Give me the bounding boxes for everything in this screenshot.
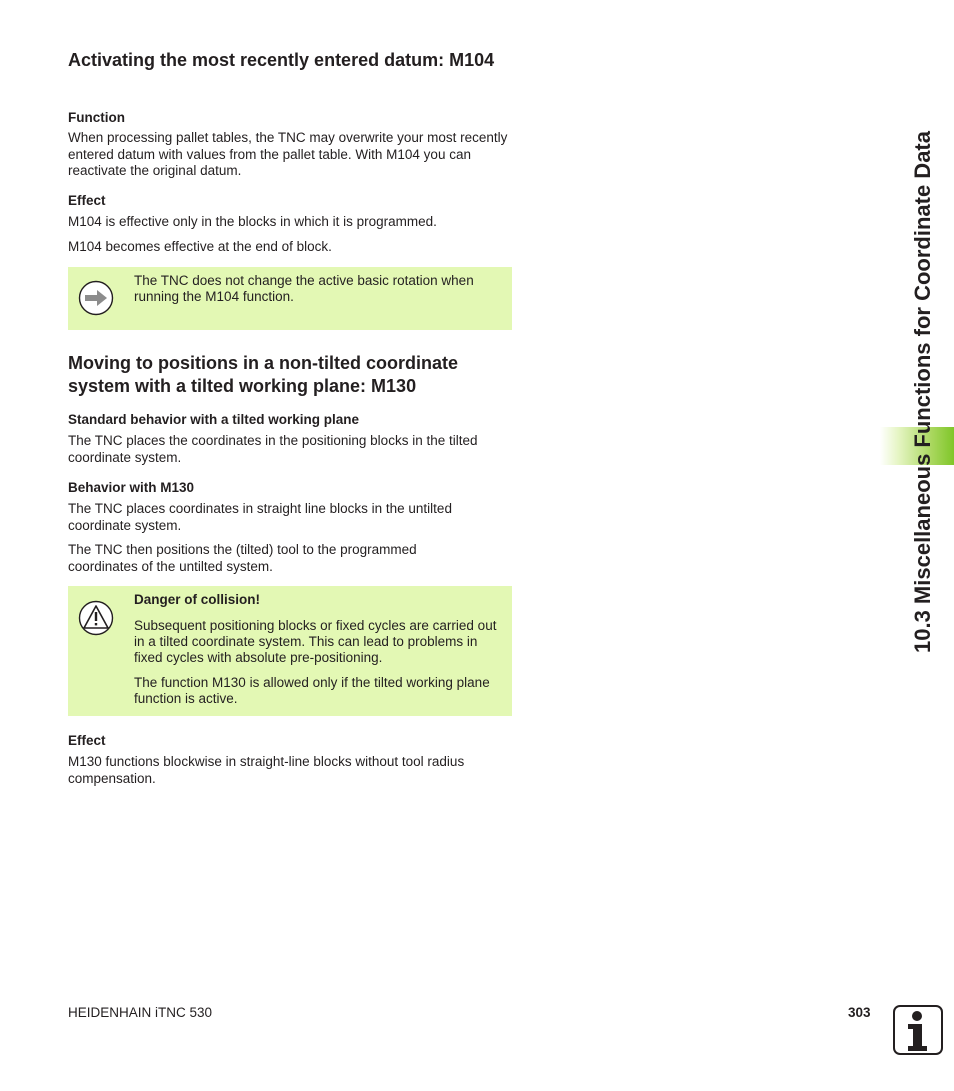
standard-heading: Standard behavior with a tilted working plane xyxy=(68,412,360,427)
effect-text-2: M104 becomes effective at the end of block. xyxy=(68,239,332,254)
warning-box xyxy=(68,586,512,716)
info-icon xyxy=(892,1004,944,1056)
effect-text-m130: M130 functions blockwise in straight-line blocks without tool radius compensation. xyxy=(68,754,465,786)
behavior-heading: Behavior with M130 xyxy=(68,480,195,495)
effect-heading-m130: Effect xyxy=(68,733,106,748)
side-tab-title: 10.3 Miscellaneous Functions for Coordinate Data xyxy=(910,131,935,653)
effect-text-1: M104 is effective only in the blocks in which it is programmed. xyxy=(68,214,437,229)
behavior-text-2: The TNC then positions the (tilted) tool to the programmed coordinates of the untilted system. xyxy=(68,542,417,574)
behavior-text-1: The TNC places coordinates in straight line blocks in the untilted coordinate system. xyxy=(68,501,452,533)
note-box xyxy=(68,267,512,330)
note-text: The TNC does not change the active basic rotation when running the M104 function. xyxy=(134,273,474,304)
warning-triangle-icon xyxy=(78,600,114,636)
arrow-right-icon xyxy=(78,280,114,316)
standard-text: The TNC places the coordinates in the positioning blocks in the tilted coordinate system. xyxy=(68,433,478,465)
effect-heading-m104: Effect xyxy=(68,193,106,208)
section-title-m104: Activating the most recently entered datum: M104 xyxy=(68,50,495,70)
warning-text-1: Subsequent positioning blocks or fixed cycles are carried out in a tilted coordinate system. This can lead to problems in fixed cycles with absolute pre-positioning. xyxy=(134,618,497,665)
function-text: When processing pallet tables, the TNC may overwrite your most recently entered datum with values from the pallet table. With M104 you can reactivate the original datum. xyxy=(68,130,508,178)
footer-product: HEIDENHAIN iTNC 530 xyxy=(68,1005,213,1020)
warning-title: Danger of collision! xyxy=(134,592,261,607)
warning-text-2: The function M130 is allowed only if the tilted working plane function is active. xyxy=(134,675,490,706)
page-number: 303 xyxy=(848,1005,871,1020)
function-heading: Function xyxy=(68,110,125,125)
section-title-m130: Moving to positions in a non-tilted coordinate system with a tilted working plane: M130 xyxy=(68,353,458,396)
